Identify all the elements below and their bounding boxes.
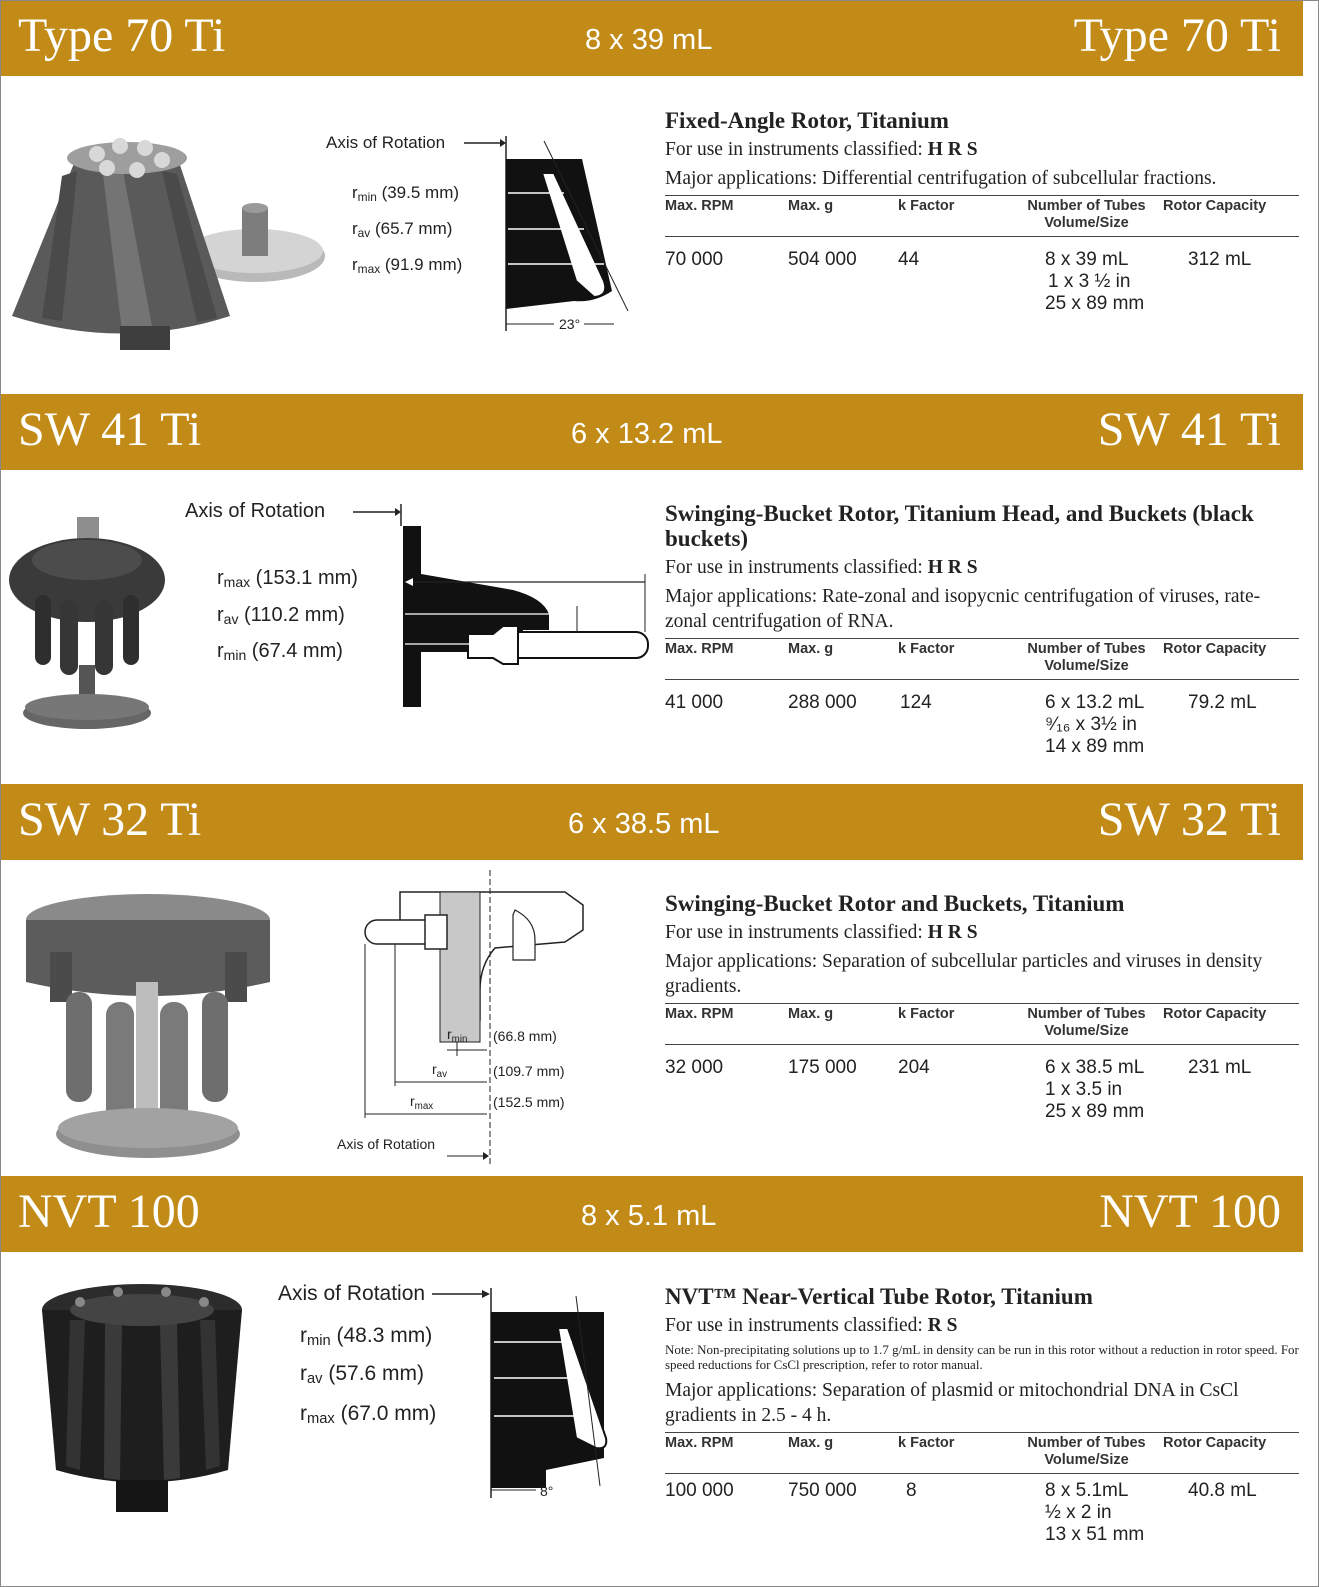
table-row [665, 1474, 1299, 1547]
major-applications: Major applications: Separation of plasmid or mitochondrial DNA in CsCl gradients in 2.5 - 4 h. [665, 1380, 1239, 1426]
col-max-rpm: Max. RPM [665, 1433, 788, 1474]
spec-table [665, 1003, 1299, 1123]
col-tubes: Number of Tubes Volume/Size [1010, 639, 1163, 680]
rotor-diagram-sw41ti [353, 502, 658, 712]
rotor-section-type70ti [0, 76, 1303, 390]
instrument-classification: For use in instruments classified: H R S [665, 922, 978, 943]
axis-of-rotation-label: Axis of Rotation [326, 133, 446, 152]
rotor-info-sw41ti [665, 501, 1301, 758]
rotor-diagram-nvt100 [486, 1288, 616, 1503]
rotor-title: Swinging-Bucket Rotor, Titanium Head, and Buckets (black buckets) [665, 501, 1254, 551]
rotor-section-sw41ti [0, 470, 1303, 780]
rotor-section-nvt100 [0, 1252, 1303, 1582]
col-rotor-capacity: Rotor Capacity [1163, 1433, 1299, 1474]
radius-max-label: $r_{max}$ [410, 1093, 434, 1112]
rotor-name-right: SW 41 Ti [1097, 403, 1281, 456]
axis-of-rotation-label: Axis of Rotation [278, 1282, 426, 1305]
col-max-g: Max. g [788, 639, 898, 680]
major-applications: Major applications: Separation of subcellular particles and viruses in density gradients. [665, 951, 1263, 997]
rotor-capacity-label: 6 x 13.2 mL [571, 418, 723, 450]
col-max-rpm: Max. RPM [665, 196, 788, 237]
cell-tubes: 8 x 39 mL 1 x 3 ½ in 25 x 89 mm [1045, 249, 1145, 314]
rotor-note: Note: Non-precipitating solutions up to 1.7 g/mL in density can be run in this rotor without a reduction in rotor speed. For speed reductions for CsCl prescription, refer to rotor manual. [665, 1342, 1299, 1372]
spec-table [665, 638, 1299, 758]
cell-max-g: 504 000 [788, 249, 857, 270]
rotor-header-sw41ti [0, 394, 1303, 470]
cell-tubes: 8 x 5.1mL ½ x 2 in 13 x 51 mm [1045, 1480, 1145, 1545]
rotor-header-type70ti [0, 0, 1303, 76]
instrument-classification: For use in instruments classified: H R S [665, 557, 978, 578]
radius-min-label: $r_{min}$ (48.3 mm) [300, 1324, 433, 1349]
col-max-g: Max. g [788, 196, 898, 237]
instrument-classification: For use in instruments classified: H R S [665, 139, 978, 160]
cell-max-rpm: 41 000 [665, 692, 724, 713]
rotor-info-nvt100 [665, 1284, 1301, 1546]
rotor-info-type70ti [665, 108, 1301, 315]
radius-min-label: $r_{min}$ (67.4 mm) [217, 640, 343, 663]
diagram-angle-label: 23° [559, 316, 581, 332]
cell-tubes: 6 x 38.5 mL 1 x 3.5 in 25 x 89 mm [1045, 1057, 1145, 1122]
cell-k-factor: 204 [898, 1057, 930, 1078]
radius-min-label: $r_{min}$ (39.5 mm) [352, 183, 460, 204]
rotor-name-left: SW 41 Ti [18, 403, 202, 456]
cell-rotor-capacity: 40.8 mL [1188, 1480, 1257, 1501]
cell-max-rpm: 32 000 [665, 1057, 724, 1078]
col-max-g: Max. g [788, 1433, 898, 1474]
rotor-name-right: SW 32 Ti [1097, 793, 1281, 846]
rotor-name-right: Type 70 Ti [1073, 9, 1281, 62]
rotor-name-left: Type 70 Ti [18, 9, 226, 62]
col-max-rpm: Max. RPM [665, 639, 788, 680]
rotor-capacity-label: 8 x 39 mL [585, 24, 713, 56]
radius-max-value: (152.5 mm) [493, 1094, 565, 1110]
radius-av-label: $r_{av}$ (57.6 mm) [300, 1362, 425, 1387]
radius-max-label: $r_{max}$ (153.1 mm) [217, 567, 358, 590]
radius-min-label: $r_{min}$ [447, 1026, 468, 1045]
rotor-name-right: NVT 100 [1099, 1185, 1281, 1238]
cell-max-rpm: 100 000 [665, 1480, 734, 1501]
col-rotor-capacity: Rotor Capacity [1163, 1004, 1299, 1045]
radius-av-label: $r_{av}$ (110.2 mm) [217, 604, 345, 627]
rotor-title: Fixed-Angle Rotor, Titanium [665, 108, 949, 133]
rotor-header-sw32ti [0, 784, 1303, 860]
rotor-photo-sw41ti [5, 515, 165, 735]
col-k-factor: k Factor [898, 1433, 1010, 1474]
cell-k-factor: 124 [900, 692, 932, 713]
radius-min-value: (66.8 mm) [493, 1028, 557, 1044]
spec-table [665, 195, 1299, 315]
axis-of-rotation-label: Axis of Rotation [185, 500, 326, 522]
rotor-info-sw32ti [665, 891, 1301, 1123]
table-row [665, 237, 1299, 316]
cell-rotor-capacity: 231 mL [1188, 1057, 1252, 1078]
radius-max-label: $r_{max}$ (67.0 mm) [300, 1402, 437, 1427]
rotor-photo-nvt100 [30, 1280, 260, 1520]
instrument-classification: For use in instruments classified: R S [665, 1315, 958, 1336]
cell-k-factor: 8 [906, 1480, 917, 1501]
table-row [665, 1045, 1299, 1124]
col-k-factor: k Factor [898, 1004, 1010, 1045]
rotor-capacity-label: 6 x 38.5 mL [568, 808, 720, 840]
radius-av-label: $r_{av}$ (65.7 mm) [352, 219, 453, 240]
cell-rotor-capacity: 79.2 mL [1188, 692, 1257, 713]
radius-av-label: $r_{av}$ [432, 1061, 448, 1080]
rotor-section-sw32ti [0, 860, 1303, 1172]
table-row [665, 680, 1299, 759]
rotor-name-left: NVT 100 [18, 1185, 200, 1238]
cell-k-factor: 44 [898, 249, 920, 270]
rotor-capacity-label: 8 x 5.1 mL [581, 1200, 717, 1232]
diagram-angle-label: 8° [540, 1483, 554, 1499]
cell-max-g: 750 000 [788, 1480, 857, 1501]
col-max-rpm: Max. RPM [665, 1004, 788, 1045]
cell-tubes: 6 x 13.2 mL ⁹⁄₁₆ x 3½ in 14 x 89 mm [1045, 692, 1145, 757]
col-k-factor: k Factor [898, 196, 1010, 237]
radius-max-label: $r_{max}$ (91.9 mm) [352, 255, 463, 276]
spec-table [665, 1432, 1299, 1546]
rotor-photo-type70ti [2, 136, 327, 366]
rotor-title: NVT™ Near-Vertical Tube Rotor, Titanium [665, 1284, 1093, 1309]
cell-max-rpm: 70 000 [665, 249, 724, 270]
col-rotor-capacity: Rotor Capacity [1163, 639, 1299, 680]
rotor-diagram-sw32ti [335, 870, 655, 1170]
rotor-photo-sw32ti [20, 892, 280, 1162]
cell-rotor-capacity: 312 mL [1188, 249, 1252, 270]
axis-of-rotation-label: Axis of Rotation [337, 1136, 436, 1152]
col-k-factor: k Factor [898, 639, 1010, 680]
col-rotor-capacity: Rotor Capacity [1163, 196, 1299, 237]
rotor-name-left: SW 32 Ti [18, 793, 202, 846]
radius-av-value: (109.7 mm) [493, 1063, 565, 1079]
axis-arrow [432, 1288, 492, 1300]
major-applications: Major applications: Rate-zonal and isopycnic centrifugation of viruses, rate-zonal centrifugation of RNA. [665, 586, 1261, 632]
rotor-title: Swinging-Bucket Rotor and Buckets, Titanium [665, 891, 1125, 916]
cell-max-g: 288 000 [788, 692, 857, 713]
cell-max-g: 175 000 [788, 1057, 857, 1078]
col-max-g: Max. g [788, 1004, 898, 1045]
major-applications: Major applications: Differential centrifugation of subcellular fractions. [665, 168, 1217, 189]
rotor-header-nvt100 [0, 1176, 1303, 1252]
col-tubes: Number of Tubes Volume/Size [1010, 196, 1163, 237]
rotor-diagram-type70ti [464, 131, 654, 351]
col-tubes: Number of Tubes Volume/Size [1010, 1433, 1163, 1474]
col-tubes: Number of Tubes Volume/Size [1010, 1004, 1163, 1045]
